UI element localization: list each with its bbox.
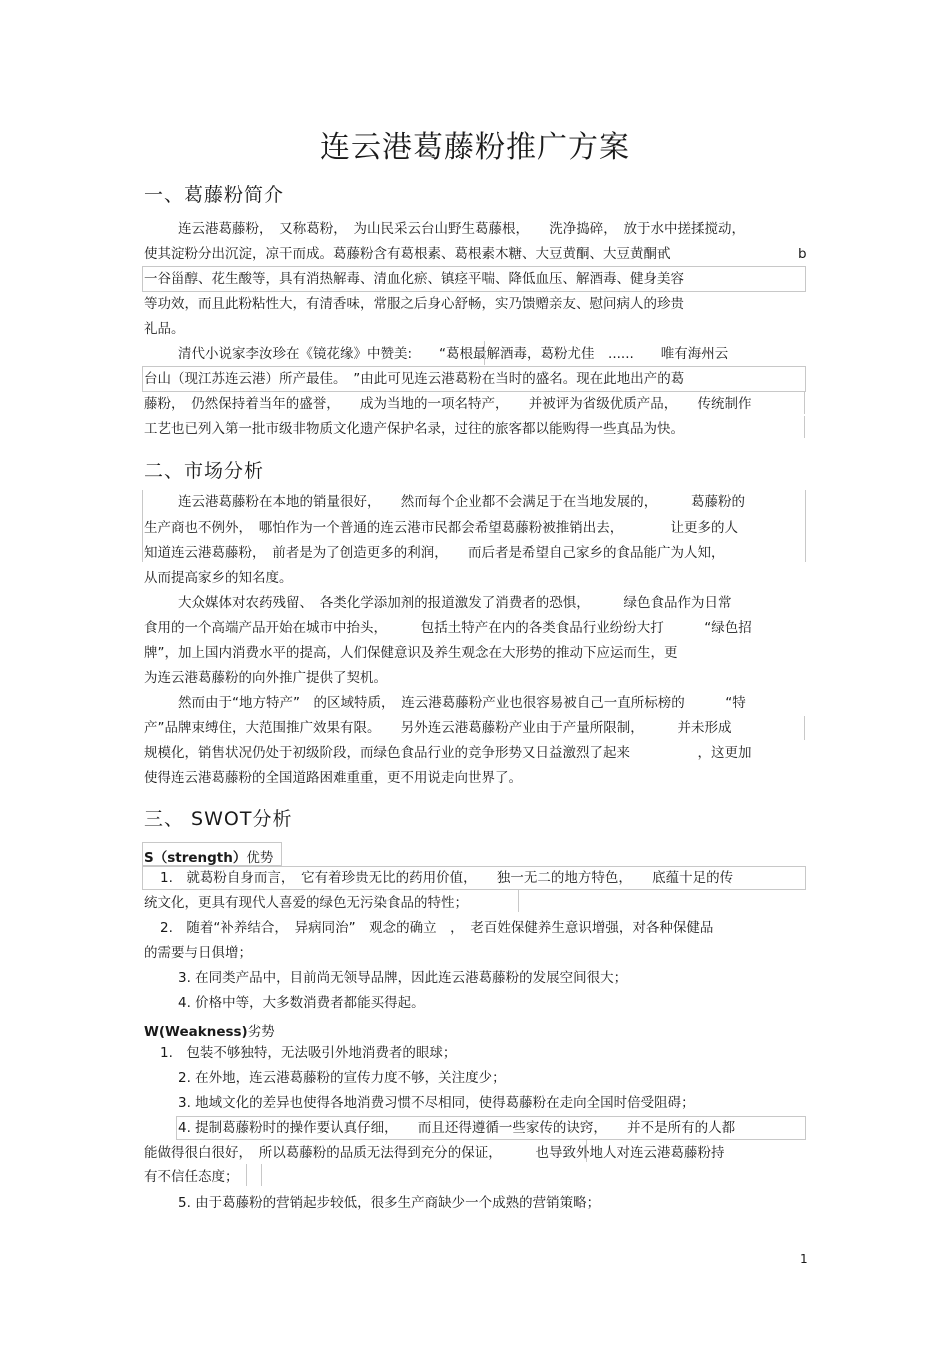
list-item-line: 统文化，更具有现代人喜爱的绿色无污染食品的特性； (144, 895, 468, 911)
paragraph-line: 礼品。 (144, 321, 185, 337)
paragraph-line: 为连云港葛藤粉的向外推广提供了契机。 (144, 670, 387, 686)
paragraph-line: 规模化，销售状况仍处于初级阶段，而绿色食品行业的竞争形势又日益激烈了起来 ，这更加 (144, 745, 752, 761)
paragraph-line: 产”品牌束缚住，大范围推广效果有限。 另外连云港葛藤粉产业由于产量所限制， 并未形成 (144, 720, 732, 736)
paragraph-line: 台山（现江苏连云港）所产最佳。 ”由此可见连云港葛粉在当时的盛名。现在此地出产的葛 (144, 371, 685, 387)
paragraph-line: 使其淀粉分出沉淀，凉干而成。葛藤粉含有葛根素、葛根素木糖、大豆黄酮、大豆黄酮甙 (144, 246, 671, 262)
section-heading-intro: 一、葛藤粉简介 (144, 184, 285, 206)
stray-character: b (798, 246, 807, 262)
list-item-line: 3. 地域文化的差异也使得各地消费习惯不尽相同，使得葛藤粉在走向全国时倍受阻碍； (178, 1095, 695, 1111)
section-heading-market: 二、市场分析 (144, 460, 265, 482)
list-item-line: 3. 在同类产品中，目前尚无领导品牌，因此连云港葛藤粉的发展空间很大； (178, 970, 628, 986)
paragraph-line: 一谷甾醇、花生酸等，具有消热解毒、清血化瘀、镇痉平喘、降低血压、解酒毒、健身美容 (144, 271, 684, 287)
paragraph-line: 牌”，加上国内消费水平的提高，人们保健意识及养生观念在大形势的推动下应运而生，更 (144, 645, 678, 661)
paragraph-line: 清代小说家李汝珍在《镜花缘》中赞美: “葛根最解酒毒，葛粉尤佳 ...... 唯有海州云 (178, 346, 729, 362)
list-item-line: 1. 包装不够独特，无法吸引外地消费者的眼球； (160, 1045, 457, 1061)
list-item-line: 有不信任态度； (144, 1169, 239, 1185)
paragraph-line: 等功效，而且此粉粘性大，有清香味，常服之后身心舒畅，实乃馈赠亲友、慰问病人的珍贵 (144, 296, 684, 312)
paragraph-line: 连云港葛藤粉在本地的销量很好， 然而每个企业都不会满足于在当地发展的， 葛藤粉的 (178, 494, 745, 510)
list-item-line: 4. 提制葛藤粉时的操作要认真仔细， 而且还得遵循一些家传的诀窍， 并不是所有的人都 (178, 1120, 736, 1136)
paragraph-line: 连云港葛藤粉， 又称葛粉， 为山民采云台山野生葛藤根， 洗净捣碎， 放于水中搓揉搅动， (178, 221, 745, 237)
paragraph-line: 知道连云港葛藤粉， 前者是为了创造更多的利润， 而后者是希望自己家乡的食品能广为人知， (144, 545, 725, 561)
weakness-suffix: 劣势 (247, 1024, 275, 1040)
page-number: 1 (800, 1252, 808, 1266)
section-heading-swot: 三、 SWOT分析 (144, 808, 293, 830)
paragraph-line: 从而提高家乡的知名度。 (144, 570, 293, 586)
document-title: 连云港葛藤粉推广方案 (320, 130, 630, 165)
paragraph-line: 大众媒体对农药残留、 各类化学添加剂的报道激发了消费者的恐惧， 绿色食品作为日常 (178, 595, 732, 611)
list-item-line: 2. 在外地，连云港葛藤粉的宣传力度不够，关注度少； (178, 1070, 506, 1086)
paragraph-line: 工艺也已列入第一批市级非物质文化遗产保护名录，过往的旅客都以能购得一些真品为快。 (144, 421, 684, 437)
list-item-line: 的需要与日俱增； (144, 945, 252, 961)
weakness-label: W(Weakness) (144, 1024, 248, 1040)
list-item-line: 1. 就葛粉自身而言， 它有着珍贵无比的药用价值， 独一无二的地方特色， 底蕴十足的传 (160, 870, 734, 886)
list-item-line: 5. 由于葛藤粉的营销起步较低，很多生产商缺少一个成熟的营销策略； (178, 1195, 601, 1211)
list-item-line: 2. 随着“补养结合， 异病同治” 观念的确立 ， 老百姓保健养生意识增强，对各种保健品 (160, 920, 714, 936)
paragraph-line: 藤粉， 仍然保持着当年的盛誉， 成为当地的一项名特产， 并被评为省级优质产品， 传统制作 (144, 396, 752, 412)
weakness-heading (144, 1020, 275, 1040)
paragraph-line: 生产商也不例外， 哪怕作为一个普通的连云港市民都会希望葛藤粉被推销出去， 让更多的人 (144, 520, 738, 536)
strength-suffix: 优势 (246, 850, 274, 866)
strength-label: S（strength） (144, 850, 247, 866)
paragraph-line: 使得连云港葛藤粉的全国道路困难重重，更不用说走向世界了。 (144, 770, 522, 786)
paragraph-line: 食用的一个高端产品开始在城市中抬头， 包括土特产在内的各类食品行业纷纷大打 “绿色招 (144, 620, 752, 636)
strength-heading (144, 846, 273, 866)
list-item-line: 4. 价格中等，大多数消费者都能买得起。 (178, 995, 425, 1011)
list-item-line: 能做得很白很好， 所以葛藤粉的品质无法得到充分的保证， 也导致外地人对连云港葛藤粉持 (144, 1145, 725, 1161)
paragraph-line: 然而由于“地方特产” 的区域特质， 连云港葛藤粉产业也很容易被自己一直所标榜的 “特 (178, 695, 746, 711)
